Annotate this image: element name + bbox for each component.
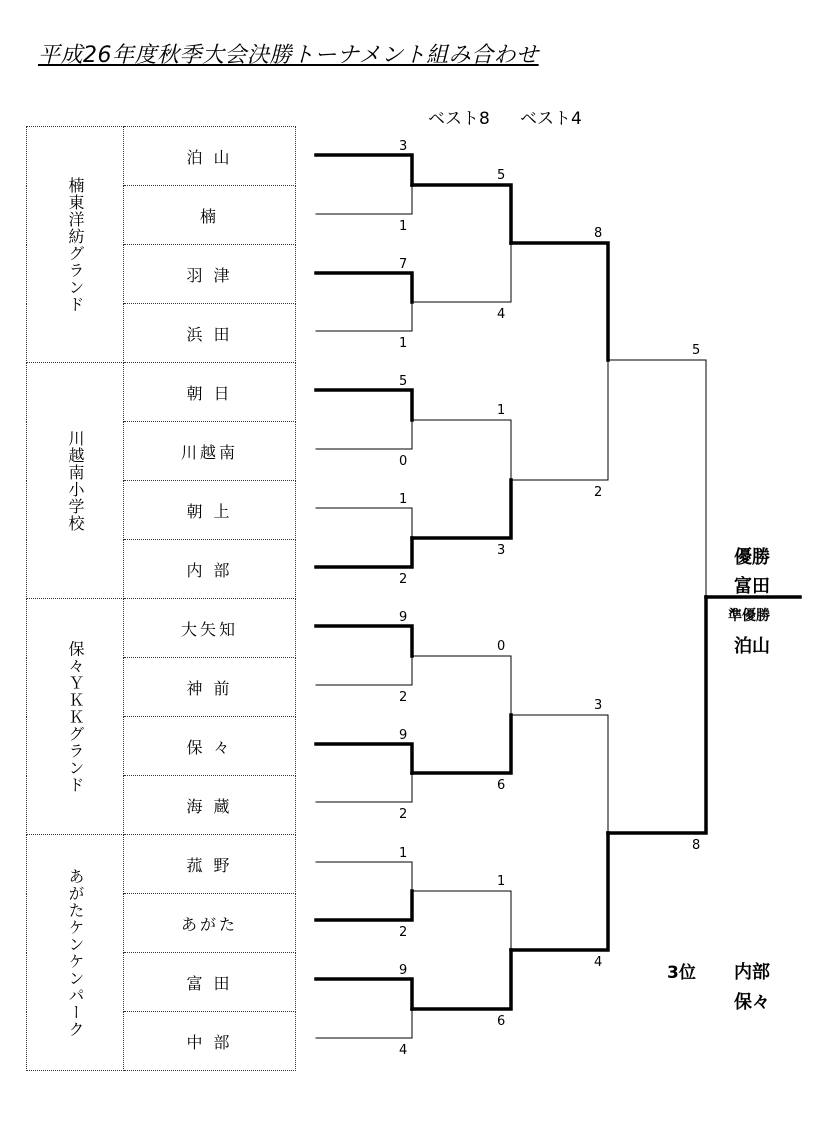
bracket-line	[316, 744, 412, 773]
team-name: 神 前	[124, 658, 296, 717]
bracket-line	[316, 273, 412, 302]
round-label-best4: ベスト4	[520, 109, 582, 129]
score-label: 3	[497, 543, 506, 558]
team-name: 菰 野	[124, 835, 296, 894]
team-name: 羽 津	[124, 245, 296, 304]
bracket-line	[511, 833, 608, 950]
score-label: 6	[497, 778, 506, 793]
third-place-team-2: 保々	[734, 992, 770, 1013]
score-label: 2	[399, 807, 408, 822]
score-label: 4	[497, 307, 506, 322]
score-label: 6	[497, 1014, 506, 1029]
team-name: あがた	[124, 894, 296, 953]
bracket-line	[412, 715, 511, 773]
bracket-line	[316, 656, 412, 685]
team-name: 楠	[124, 186, 296, 245]
page-title: 平成26年度秋季大会決勝トーナメント組み合わせ	[38, 43, 539, 68]
score-label: 9	[399, 963, 408, 978]
bracket-line	[608, 597, 706, 833]
score-label: 2	[399, 572, 408, 587]
bracket-line	[316, 862, 412, 891]
bracket-line	[316, 390, 412, 420]
bracket-line	[412, 891, 511, 950]
score-label: 3	[399, 139, 408, 154]
score-label: 5	[399, 374, 408, 389]
team-name: 中 部	[124, 1012, 296, 1071]
score-label: 2	[399, 690, 408, 705]
score-label: 4	[399, 1043, 408, 1058]
venue-name: あがたケンケンパーク	[66, 867, 85, 1038]
score-label: 8	[594, 226, 603, 241]
bracket-line	[316, 891, 412, 920]
bracket-line	[608, 360, 706, 597]
venue-name: 保々ＹＫＫグランド	[66, 640, 85, 793]
bracket-line	[316, 302, 412, 331]
champion-team: 富田	[734, 576, 770, 597]
score-label: 7	[399, 257, 408, 272]
bracket-line	[412, 950, 511, 1009]
third-place-label: 3位	[667, 963, 696, 983]
score-label: 2	[399, 925, 408, 940]
score-label: 3	[594, 698, 603, 713]
score-label: 0	[399, 454, 408, 469]
team-name: 浜 田	[124, 304, 296, 363]
team-name: 保 々	[124, 717, 296, 776]
team-name: 内 部	[124, 540, 296, 599]
score-label: 9	[399, 610, 408, 625]
team-name: 川越南	[124, 422, 296, 481]
bracket-line	[412, 480, 511, 538]
score-label: 1	[497, 874, 506, 889]
score-label: 1	[399, 492, 408, 507]
team-name: 泊 山	[124, 127, 296, 186]
bracket-line	[412, 420, 511, 480]
score-label: 2	[594, 485, 603, 500]
bracket-line	[511, 715, 608, 833]
bracket-line	[511, 243, 608, 360]
team-name: 富 田	[124, 953, 296, 1012]
bracket-line	[412, 243, 511, 302]
score-label: 9	[399, 728, 408, 743]
bracket-line	[412, 185, 511, 243]
score-label: 5	[497, 168, 506, 183]
round-label-best8: ベスト8	[428, 109, 490, 129]
third-place-team-1: 内部	[734, 962, 770, 983]
bracket-line	[316, 1009, 412, 1038]
bracket-line	[412, 656, 511, 715]
score-label: 1	[399, 846, 408, 861]
runner-up-team: 泊山	[734, 636, 770, 657]
score-label: 5	[692, 343, 701, 358]
champion-label: 優勝	[734, 547, 770, 568]
score-label: 1	[399, 219, 408, 234]
bracket-line	[316, 979, 412, 1009]
bracket-line	[316, 185, 412, 214]
bracket-line	[316, 538, 412, 567]
bracket-line	[316, 508, 412, 538]
bracket-line	[316, 773, 412, 802]
score-label: 8	[692, 838, 701, 853]
runner-up-label: 準優勝	[728, 608, 770, 624]
score-label: 1	[399, 336, 408, 351]
bracket-line	[511, 360, 608, 480]
team-name: 朝 上	[124, 481, 296, 540]
team-name: 大矢知	[124, 599, 296, 658]
bracket-line	[316, 420, 412, 449]
score-label: 0	[497, 639, 506, 654]
bracket-line	[316, 155, 412, 185]
venue-name: 楠東洋紡グランド	[66, 176, 85, 313]
venue-name: 川越南小学校	[66, 429, 85, 532]
team-name: 朝 日	[124, 363, 296, 422]
bracket-line	[316, 626, 412, 656]
team-name: 海 蔵	[124, 776, 296, 835]
score-label: 1	[497, 403, 506, 418]
score-label: 4	[594, 955, 603, 970]
